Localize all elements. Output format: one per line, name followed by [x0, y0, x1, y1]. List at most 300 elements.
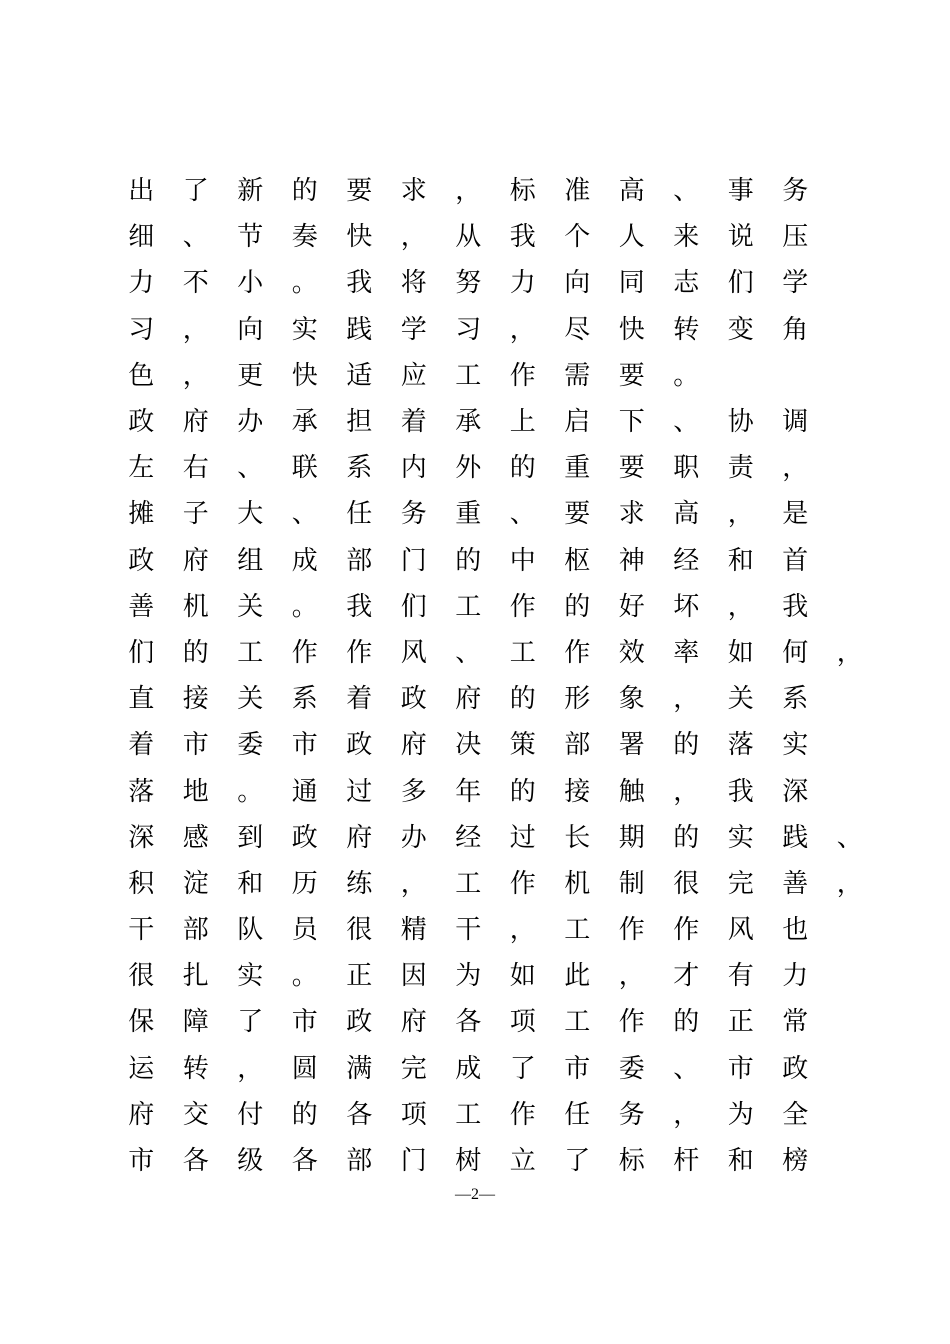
character: 转: [673, 314, 700, 345]
character: 淀: [182, 868, 209, 899]
character: 部: [564, 730, 591, 761]
character: 的: [673, 822, 700, 853]
page-number: —2—: [455, 1186, 495, 1203]
character: 形: [564, 684, 591, 715]
character: 力: [782, 961, 809, 992]
character: 节: [237, 222, 264, 253]
character: 历: [291, 868, 318, 899]
character: 快: [618, 314, 645, 345]
character: 期: [618, 822, 645, 853]
character: 组: [237, 545, 264, 576]
character: 了: [564, 1146, 591, 1177]
character: 高: [618, 176, 645, 207]
character: 标: [509, 176, 536, 207]
character: 落: [727, 730, 754, 761]
character: 机: [182, 591, 209, 622]
character: 变: [727, 314, 754, 345]
character: 立: [509, 1146, 536, 1177]
character: 关: [237, 591, 264, 622]
character: 快: [346, 222, 373, 253]
character: ，: [182, 314, 209, 345]
character: 府: [128, 1099, 155, 1130]
character: 保: [128, 1007, 155, 1038]
character: 工: [509, 637, 536, 668]
character: 障: [182, 1007, 209, 1038]
character: 市: [291, 1007, 318, 1038]
character: 们: [400, 591, 427, 622]
character: 各: [291, 1146, 318, 1177]
character: 到: [237, 822, 264, 853]
character: 作: [346, 637, 373, 668]
character: ，: [727, 591, 754, 622]
character: 完: [727, 868, 754, 899]
character: 系: [291, 684, 318, 715]
character: 府: [400, 1007, 427, 1038]
character: 、: [455, 637, 482, 668]
character: 经: [673, 545, 700, 576]
character: 志: [673, 268, 700, 299]
character: 了: [182, 176, 209, 207]
character: 此: [564, 961, 591, 992]
text-line: [114, 491, 854, 537]
character: 内: [400, 453, 427, 484]
text-line: [114, 445, 854, 491]
character: 如: [727, 637, 754, 668]
character: 门: [400, 545, 427, 576]
character: 如: [509, 961, 536, 992]
character: 启: [564, 407, 591, 438]
character: 高: [673, 499, 700, 530]
character: 项: [400, 1099, 427, 1130]
character: 我: [782, 591, 809, 622]
character: 坏: [673, 591, 700, 622]
character: 更: [237, 360, 264, 391]
character: 下: [618, 407, 645, 438]
character: ，: [673, 1099, 700, 1130]
character: 正: [727, 1007, 754, 1038]
character: 来: [673, 222, 700, 253]
character: 工: [455, 360, 482, 391]
character: ，: [618, 961, 645, 992]
character: 准: [564, 176, 591, 207]
character: 求: [400, 176, 427, 207]
text-line: [114, 168, 854, 214]
character: 努: [455, 268, 482, 299]
character: 力: [128, 268, 155, 299]
character: 作: [618, 1007, 645, 1038]
character: ，: [400, 868, 427, 899]
character: 们: [727, 268, 754, 299]
character: 运: [128, 1053, 155, 1084]
character: 的: [673, 730, 700, 761]
character: 关: [727, 684, 754, 715]
character: 神: [618, 545, 645, 576]
character: 大: [237, 499, 264, 530]
character: 向: [564, 268, 591, 299]
character: 、: [673, 407, 700, 438]
character: 府: [182, 545, 209, 576]
text-line: [114, 1138, 854, 1184]
character: 工: [455, 868, 482, 899]
character: ，: [782, 453, 809, 484]
character: 细: [128, 222, 155, 253]
character: 市: [128, 1146, 155, 1177]
character: 委: [237, 730, 264, 761]
text-line: [114, 815, 863, 861]
character: 实: [727, 822, 754, 853]
character: ，: [673, 684, 700, 715]
character: 正: [346, 961, 373, 992]
text-line: [114, 953, 854, 999]
character: 政: [291, 822, 318, 853]
character: 践: [346, 314, 373, 345]
character: 、: [836, 822, 863, 853]
character: 很: [673, 868, 700, 899]
text-line: [114, 861, 863, 907]
character: 。: [291, 961, 318, 992]
character: 率: [673, 637, 700, 668]
character: 政: [400, 684, 427, 715]
character: 作: [509, 360, 536, 391]
character: 系: [346, 453, 373, 484]
character: 重: [564, 453, 591, 484]
character: 善: [128, 591, 155, 622]
character: 工: [455, 1099, 482, 1130]
text-line: [114, 353, 854, 399]
character: 扎: [182, 961, 209, 992]
character: 有: [727, 961, 754, 992]
character: 的: [509, 776, 536, 807]
character: 右: [182, 453, 209, 484]
character: 风: [400, 637, 427, 668]
character: ，: [673, 776, 700, 807]
character: 长: [564, 822, 591, 853]
character: 过: [509, 822, 536, 853]
character: ，: [237, 1053, 264, 1084]
character: 责: [727, 453, 754, 484]
character: 奏: [291, 222, 318, 253]
character: 的: [564, 591, 591, 622]
character: 的: [509, 684, 536, 715]
character: 也: [782, 915, 809, 946]
character: 队: [237, 915, 264, 946]
character: 委: [618, 1053, 645, 1084]
character: 关: [237, 684, 264, 715]
character: 部: [346, 545, 373, 576]
character: 力: [509, 268, 536, 299]
character: ，: [455, 176, 482, 207]
character: 级: [237, 1146, 264, 1177]
character: 我: [346, 591, 373, 622]
character: 实: [782, 730, 809, 761]
character: 接: [182, 684, 209, 715]
character: 个: [564, 222, 591, 253]
character: 深: [782, 776, 809, 807]
character: 求: [618, 499, 645, 530]
character: 积: [128, 868, 155, 899]
text-line: [114, 630, 863, 676]
character: 部: [346, 1146, 373, 1177]
character: 实: [291, 314, 318, 345]
character: 要: [346, 176, 373, 207]
character: 尽: [564, 314, 591, 345]
character: 系: [782, 684, 809, 715]
character: 承: [455, 407, 482, 438]
character: 作: [291, 637, 318, 668]
text-line: [114, 768, 854, 814]
character: 色: [128, 360, 155, 391]
character: 很: [128, 961, 155, 992]
character: 务: [400, 499, 427, 530]
character: 工: [564, 1007, 591, 1038]
character: 习: [128, 314, 155, 345]
character: ，: [509, 314, 536, 345]
character: 精: [400, 915, 427, 946]
character: 决: [455, 730, 482, 761]
character: 部: [182, 915, 209, 946]
character: 担: [346, 407, 373, 438]
character: 践: [782, 822, 809, 853]
character: 策: [509, 730, 536, 761]
character: 满: [346, 1053, 373, 1084]
character: 付: [237, 1099, 264, 1130]
character: 我: [727, 776, 754, 807]
text-line: [114, 399, 854, 445]
character: 应: [400, 360, 427, 391]
character: 市: [291, 730, 318, 761]
character: 杆: [673, 1146, 700, 1177]
character: 适: [346, 360, 373, 391]
character: 深: [128, 822, 155, 853]
text-line: [114, 722, 854, 768]
character: 学: [400, 314, 427, 345]
character: 各: [182, 1146, 209, 1177]
character: 的: [673, 1007, 700, 1038]
character: 落: [128, 776, 155, 807]
character: 承: [291, 407, 318, 438]
character: 上: [509, 407, 536, 438]
character: 子: [182, 499, 209, 530]
character: 通: [291, 776, 318, 807]
text-line: [114, 260, 854, 306]
character: 交: [182, 1099, 209, 1130]
character: 要: [618, 453, 645, 484]
character: 政: [128, 407, 155, 438]
character: 需: [564, 360, 591, 391]
character: 了: [237, 1007, 264, 1038]
character: 、: [673, 1053, 700, 1084]
character: 作: [509, 591, 536, 622]
character: 成: [455, 1053, 482, 1084]
character: 办: [400, 822, 427, 853]
character: 着: [128, 730, 155, 761]
character: 年: [455, 776, 482, 807]
character: 常: [782, 1007, 809, 1038]
character: 练: [346, 868, 373, 899]
body-text: [114, 168, 863, 1184]
text-line: [114, 676, 854, 722]
character: 象: [618, 684, 645, 715]
character: 工: [455, 591, 482, 622]
character: ，: [836, 637, 863, 668]
character: 接: [564, 776, 591, 807]
character: 全: [782, 1099, 809, 1130]
character: 才: [673, 961, 700, 992]
character: 府: [182, 407, 209, 438]
character: 工: [564, 915, 591, 946]
character: 协: [727, 407, 754, 438]
character: 是: [782, 499, 809, 530]
character: 树: [455, 1146, 482, 1177]
character: 务: [782, 176, 809, 207]
character: 府: [400, 730, 427, 761]
character: 任: [564, 1099, 591, 1130]
character: 们: [128, 637, 155, 668]
character: 因: [400, 961, 427, 992]
character: 新: [237, 176, 264, 207]
character: 很: [346, 915, 373, 946]
character: 市: [564, 1053, 591, 1084]
character: 市: [727, 1053, 754, 1084]
character: 作: [673, 915, 700, 946]
character: 工: [237, 637, 264, 668]
character: 门: [400, 1146, 427, 1177]
character: 制: [618, 868, 645, 899]
character: 务: [618, 1099, 645, 1130]
text-line: [114, 538, 854, 584]
character: 府: [346, 822, 373, 853]
character: 政: [346, 1007, 373, 1038]
character: 、: [291, 499, 318, 530]
character: 员: [291, 915, 318, 946]
character: 作: [618, 915, 645, 946]
character: 我: [346, 268, 373, 299]
character: 署: [618, 730, 645, 761]
character: 府: [455, 684, 482, 715]
character: 、: [182, 222, 209, 253]
character: 首: [782, 545, 809, 576]
character: ，: [836, 868, 863, 899]
character: 感: [182, 822, 209, 853]
character: 职: [673, 453, 700, 484]
character: 何: [782, 637, 809, 668]
character: 的: [455, 545, 482, 576]
text-line: [114, 214, 854, 260]
character: 出: [128, 176, 155, 207]
character: 风: [727, 915, 754, 946]
character: 摊: [128, 499, 155, 530]
text-line: [114, 584, 854, 630]
character: 作: [509, 868, 536, 899]
character: 作: [509, 1099, 536, 1130]
character: 办: [237, 407, 264, 438]
character: 项: [509, 1007, 536, 1038]
text-line: [114, 1046, 854, 1092]
character: 的: [291, 1099, 318, 1130]
character: 经: [455, 822, 482, 853]
text-line: [114, 907, 854, 953]
character: 压: [782, 222, 809, 253]
text-line: [114, 307, 854, 353]
character: 同: [618, 268, 645, 299]
character: 效: [618, 637, 645, 668]
character: 政: [346, 730, 373, 761]
character: 、: [673, 176, 700, 207]
character: 圆: [291, 1053, 318, 1084]
character: 的: [509, 453, 536, 484]
character: 触: [618, 776, 645, 807]
character: 将: [400, 268, 427, 299]
character: 的: [291, 176, 318, 207]
character: 转: [182, 1053, 209, 1084]
character: 。: [673, 360, 700, 391]
character: 习: [455, 314, 482, 345]
character: 的: [182, 637, 209, 668]
character: 各: [346, 1099, 373, 1130]
character: 各: [455, 1007, 482, 1038]
character: 榜: [782, 1146, 809, 1177]
character: 中: [509, 545, 536, 576]
character: 实: [237, 961, 264, 992]
character: 市: [182, 730, 209, 761]
character: 重: [455, 499, 482, 530]
character: 角: [782, 314, 809, 345]
text-line: [114, 999, 854, 1045]
character: 说: [727, 222, 754, 253]
character: 多: [400, 776, 427, 807]
character: 、: [509, 499, 536, 530]
character: 好: [618, 591, 645, 622]
character: 直: [128, 684, 155, 715]
character: 作: [564, 637, 591, 668]
character: 要: [564, 499, 591, 530]
character: 调: [782, 407, 809, 438]
character: 。: [237, 776, 264, 807]
character: 要: [618, 360, 645, 391]
character: 善: [782, 868, 809, 899]
character: 。: [291, 268, 318, 299]
character: ，: [509, 915, 536, 946]
character: 政: [128, 545, 155, 576]
character: 为: [455, 961, 482, 992]
character: 了: [509, 1053, 536, 1084]
character: 过: [346, 776, 373, 807]
character: 和: [727, 1146, 754, 1177]
character: 政: [782, 1053, 809, 1084]
character: 成: [291, 545, 318, 576]
character: 标: [618, 1146, 645, 1177]
character: 任: [346, 499, 373, 530]
character: 小: [237, 268, 264, 299]
character: 快: [291, 360, 318, 391]
character: 学: [782, 268, 809, 299]
character: 着: [400, 407, 427, 438]
character: 人: [618, 222, 645, 253]
character: ，: [727, 499, 754, 530]
character: 。: [291, 591, 318, 622]
text-line: [114, 1092, 854, 1138]
character: 和: [727, 545, 754, 576]
character: 左: [128, 453, 155, 484]
character: ，: [400, 222, 427, 253]
character: ，: [182, 360, 209, 391]
character: 地: [182, 776, 209, 807]
character: 联: [291, 453, 318, 484]
character: 从: [455, 222, 482, 253]
character: 完: [400, 1053, 427, 1084]
character: 机: [564, 868, 591, 899]
character: 事: [727, 176, 754, 207]
